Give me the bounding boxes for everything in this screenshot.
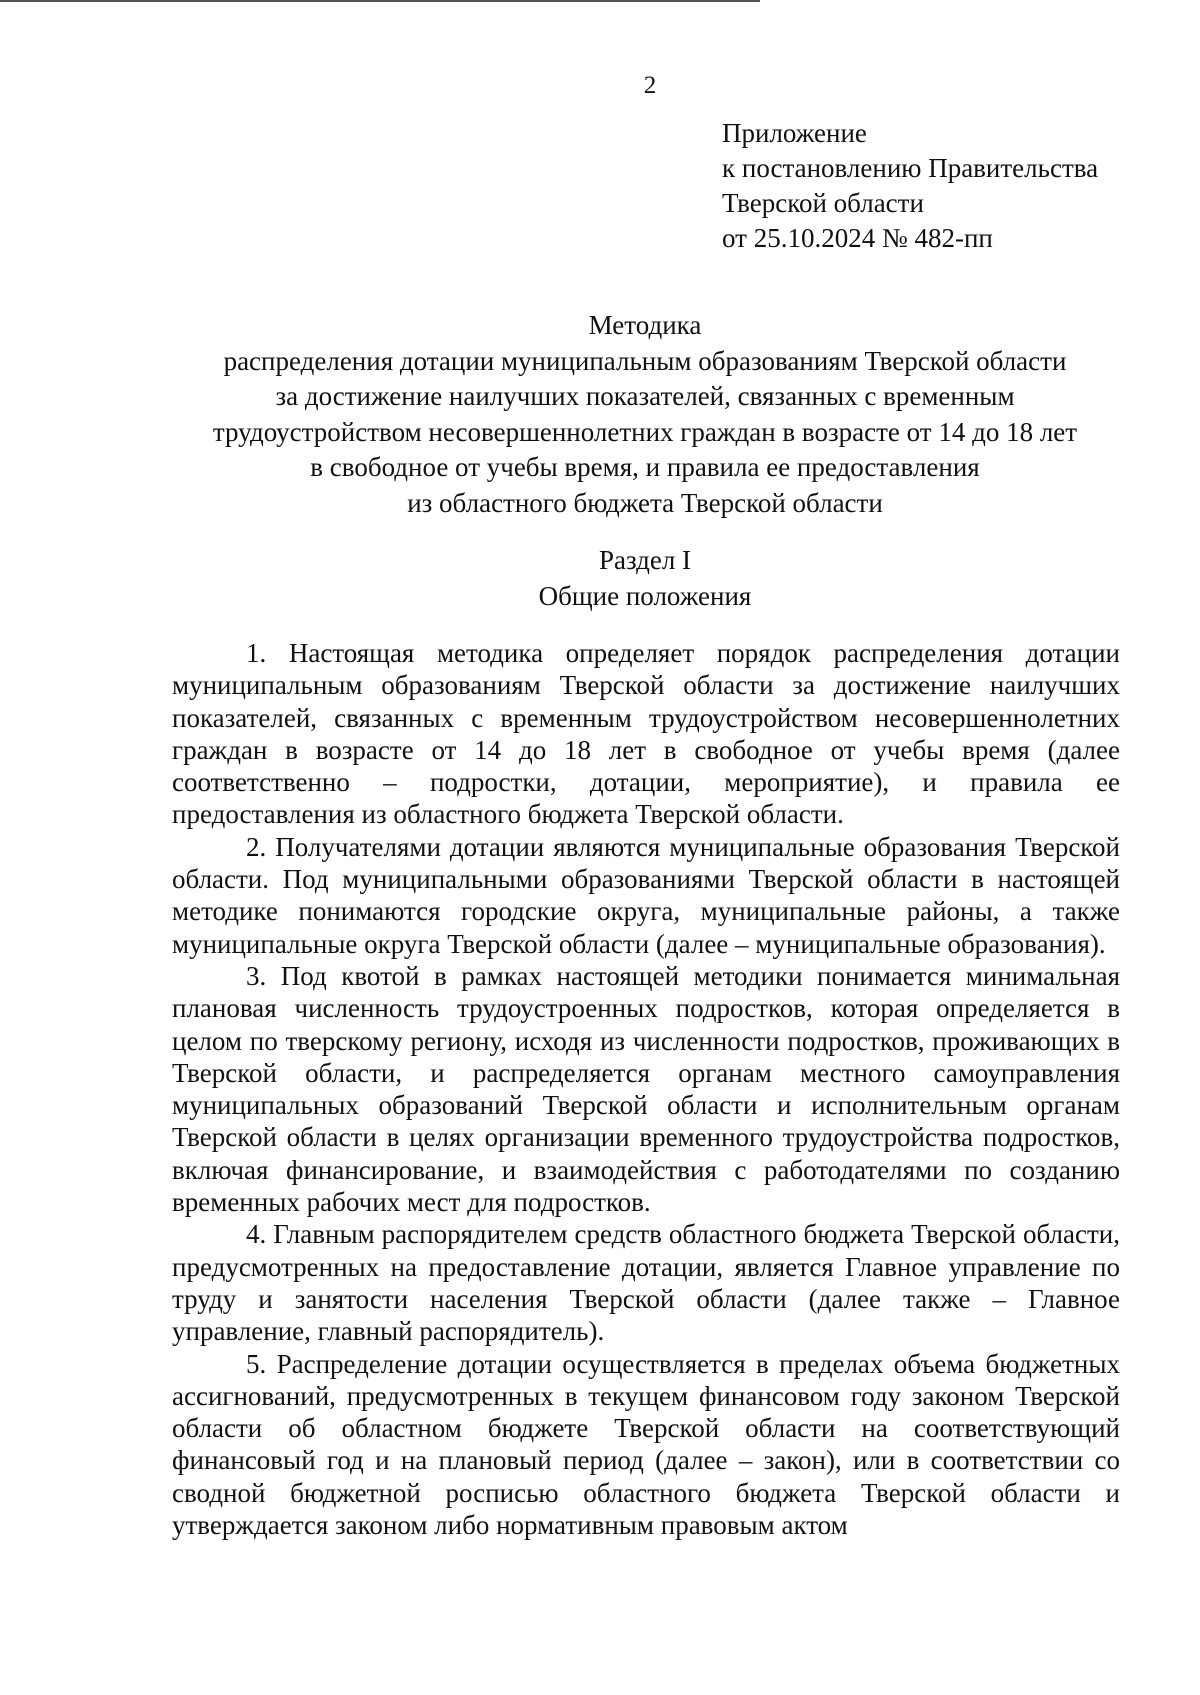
appendix-line: к постановлению Правительства bbox=[722, 153, 1099, 183]
title-line: за достижение наилучших показателей, связанных с временным bbox=[275, 381, 1015, 411]
title-line: Методика bbox=[588, 310, 702, 340]
paragraph: 1. Настоящая методика определяет порядок распределения дотации муниципальным образованиям Тверской области за достижение наилучших показателей, связанных с временным трудоустройством несовершеннолетних граждан в возрасте от 14 до 18 лет в свободное от учебы время (далее соответственно – подростки, дотации, мероприятие), и правила ее предоставления из областного бюджета Тверской области. bbox=[172, 638, 1120, 830]
page-number: 2 bbox=[643, 72, 657, 99]
section-heading bbox=[160, 542, 1130, 614]
appendix-line: Тверской области bbox=[722, 188, 924, 218]
paragraph: 2. Получателями дотации являются муниципальные образования Тверской области. Под муниципальными образованиями Тверской области в настоящей методике понимаются городские округа, муниципальные районы, а также муниципальные округа Тверской области (далее – муниципальные образования). bbox=[172, 831, 1120, 959]
paragraph: 3. Под квотой в рамках настоящей методики понимается минимальная плановая численность трудоустроенных подростков, которая определяется в целом по тверскому региону, исходя из численности подростков, проживающих в Тверской области, и распределяется органам местного самоуправления муниципальных образований Тверской области и исполнительным органам Тверской области в целях организации временного трудоустройства подростков, включая финансирование, и взаимодействия с работодателями по созданию временных рабочих мест для подростков. bbox=[172, 960, 1120, 1218]
appendix-line: Приложение bbox=[722, 118, 867, 148]
appendix-block bbox=[722, 116, 1098, 256]
paragraph: 4. Главным распорядителем средств областного бюджета Тверской области, предусмотренных на предоставление дотации, является Главное управление по труду и занятости населения Тверской области (далее также – Главное управление, главный распорядитель). bbox=[172, 1219, 1120, 1347]
section-number: Раздел I bbox=[598, 545, 692, 575]
title-line: трудоустройством несовершеннолетних граждан в возрасте от 14 до 18 лет bbox=[212, 416, 1078, 447]
appendix-line: от 25.10.2024 № 482-пп bbox=[722, 223, 993, 253]
scan-top-edge bbox=[0, 0, 760, 2]
title-line: из областного бюджета Тверской области bbox=[407, 487, 883, 518]
title-line: в свободное от учебы время, и правила ее предоставления bbox=[310, 452, 980, 482]
title-line: распределения дотации муниципальным образованиям Тверской области bbox=[223, 345, 1067, 376]
section-name: Общие положения bbox=[538, 581, 752, 611]
body-text bbox=[172, 637, 1120, 1541]
paragraph: 5. Распределение дотации осуществляется в пределах объема бюджетных ассигнований, предусмотренных в текущем финансовом году законом Тверской области об областном бюджете Тверской области на соответствующий финансовый год и на плановый период (далее – закон), или в соответствии со сводной бюджетной росписью областного бюджета Тверской области и утверждается законом либо нормативным правовым актом bbox=[172, 1348, 1120, 1541]
document-title bbox=[160, 308, 1130, 521]
